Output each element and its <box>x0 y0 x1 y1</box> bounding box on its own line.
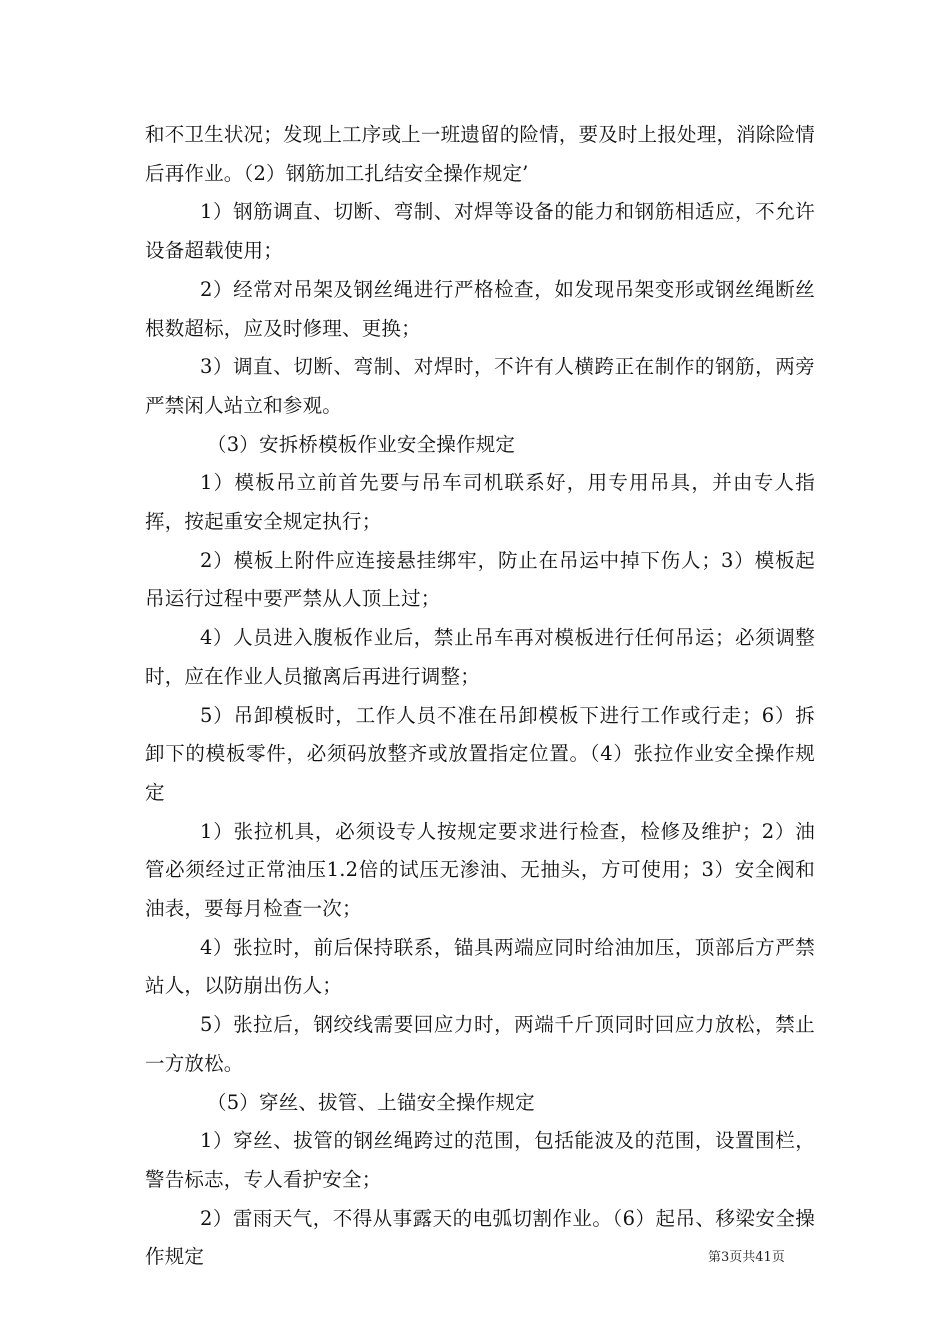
paragraph-2: 1）钢筋调直、切断、弯制、对焊等设备的能力和钢筋相适应，不允许设备超载使用； <box>145 200 815 263</box>
paragraph-7: 2）模板上附件应连接悬挂绑牢，防止在吊运中掉下伤人；3）模板起吊运行过程中要严禁从人顶上过； <box>145 548 815 611</box>
paragraph-10: 1）张拉机具，必须设专人按规定要求进行检查，检修及维护；2）油管必须经过正常油压1.2倍的试压无渗油、无抽头，方可使用；3）安全阀和油表，要每月检查一次； <box>145 819 815 921</box>
paragraph-15: 2）雷雨天气，不得从事露天的电弧切割作业。（6）起吊、移梁安全操作规定 <box>145 1206 815 1269</box>
section-heading-3: （3）安拆桥模板作业安全操作规定 <box>207 432 516 456</box>
paragraph-14: 1）穿丝、拔管的钢丝绳跨过的范围，包括能波及的范围，设置围栏，警告标志，专人看护安全； <box>145 1129 815 1191</box>
paragraph-8: 4）人员进入腹板作业后，禁止吊车再对模板进行任何吊运；必须调整时，应在作业人员撤离后再进行调整； <box>145 626 815 688</box>
paragraph-4: 3）调直、切断、弯制、对焊时，不许有人横跨正在制作的钢筋，两旁严禁闲人站立和参观。 <box>145 355 815 417</box>
paragraph-11: 4）张拉时，前后保持联系，锚具两端应同时给油加压，顶部后方严禁站人，以防崩出伤人； <box>145 935 815 998</box>
paragraph-9: 5）吊卸模板时，工作人员不准在吊卸模板下进行工作或行走；6）拆卸下的模板零件，必须码放整齐或放置指定位置。（4）张拉作业安全操作规定 <box>145 703 815 804</box>
paragraph-3: 2）经常对吊架及钢丝绳进行严格检查，如发现吊架变形或钢丝绳断丝根数超标，应及时修理、更换； <box>145 277 815 340</box>
paragraph-1: 和不卫生状况；发现上工序或上一班遗留的险情，要及时上报处理，消除险情后再作业。（2）钢筋加工扎结安全操作规定’ <box>145 123 815 185</box>
paragraph-12: 5）张拉后，钢绞线需要回应力时，两端千斤顶同时回应力放松，禁止一方放松。 <box>145 1013 815 1075</box>
paragraph-6: 1）模板吊立前首先要与吊车司机联系好，用专用吊具，并由专人指挥，按起重安全规定执行； <box>145 471 815 534</box>
section-heading-5: （5）穿丝、拔管、上锚安全操作规定 <box>207 1090 535 1114</box>
page-number: 第3页共41页 <box>708 1250 785 1265</box>
document-body <box>145 116 815 1277</box>
